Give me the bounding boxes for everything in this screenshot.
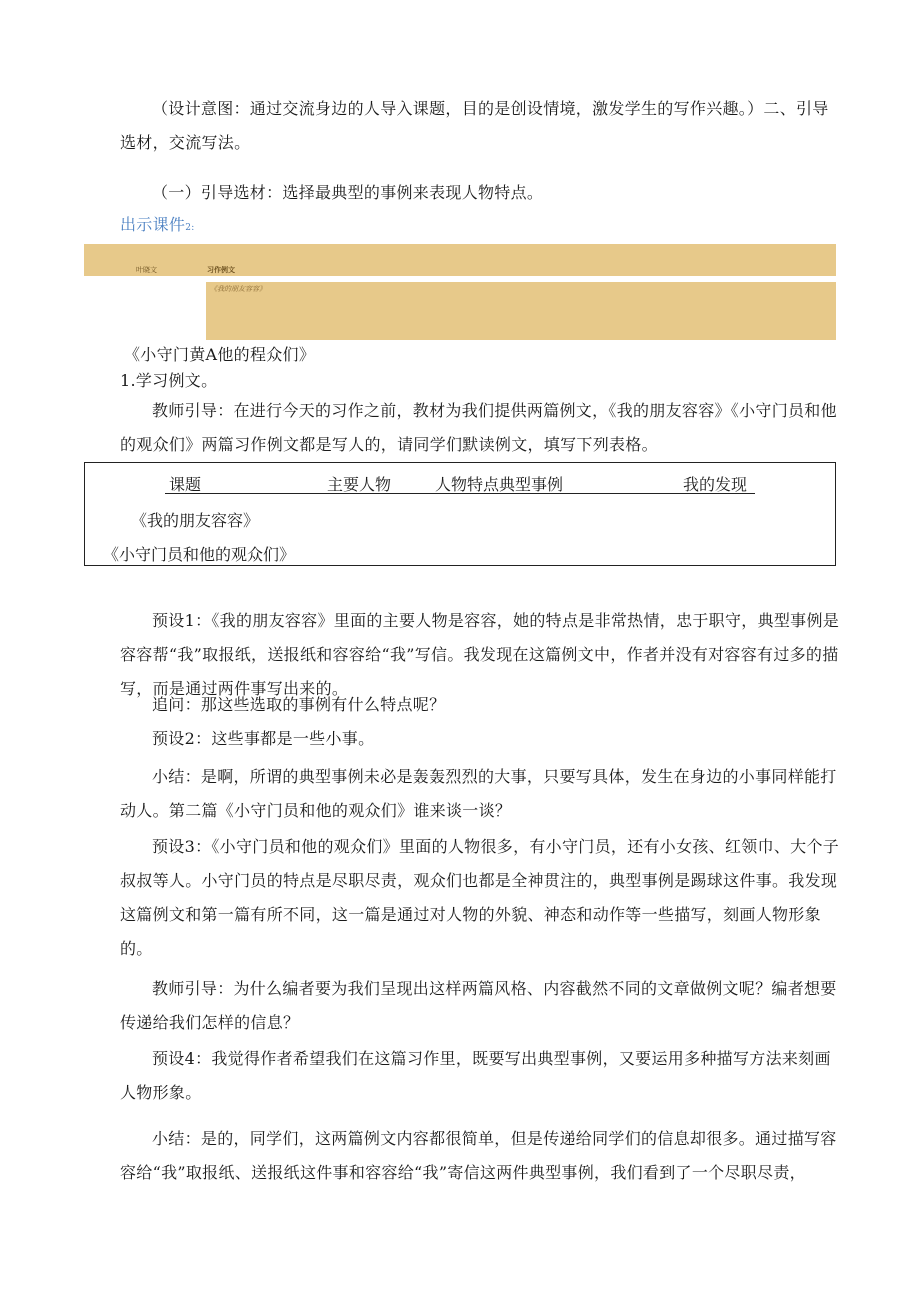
- courseware-slide-header: [84, 244, 836, 276]
- step-learn-examples: 1.学习例文。: [120, 371, 218, 390]
- table-header-underline: [165, 493, 755, 494]
- example-comparison-table: [84, 462, 836, 566]
- section-heading-select-material: （一）引导选材：选择最典型的事例来表现人物特点。: [152, 183, 544, 202]
- summary-2-paragraph: 小结：是的，同学们，这两篇例文内容都很简单，但是传递给同学们的信息却很多。通过描写容容给“我”取报纸、送报纸这件事和容容给“我”寄信这两件典型事例，我们看到了一个尽职尽责，: [120, 1129, 837, 1182]
- teacher-guide-paragraph-1: 教师引导：在进行今天的习作之前，教材为我们提供两篇例文，《我的朋友容容》《小守门员和他的观众们》两篇习作例文都是写人的，请同学们默读例文，填写下列表格。: [120, 401, 837, 454]
- courseware-slide-body: [206, 282, 836, 340]
- table-header-traits-events: 人物特点典型事例: [435, 475, 564, 494]
- table-header-my-discovery: 我的发现: [683, 475, 748, 494]
- courseware-number: 2:: [185, 223, 195, 233]
- preset-4-paragraph: 预设4：我觉得作者希望我们在这篇习作里，既要写出典型事例，又要运用多种描写方法来刻画人物形象。: [120, 1049, 831, 1102]
- slide-subtitle: 《我的朋友容容》: [210, 285, 266, 293]
- table-header-topic: 课题: [169, 475, 202, 494]
- table-row-rongrong: 《我的朋友容容》: [131, 511, 260, 530]
- preset-2-paragraph: 预设2：这些事都是一些小事。: [152, 729, 375, 748]
- slide-caption: 《小守门黄A他的程众们》: [124, 345, 316, 364]
- table-header-main-character: 主要人物: [327, 475, 392, 494]
- courseware-label-text: 出示课件: [120, 215, 186, 234]
- preset-1-paragraph: 预设1：《我的朋友容容》里面的主要人物是容容，她的特点是非常热情，忠于职守，典型事例是容容帮“我”取报纸，送报纸和容容给“我”写信。我发现在这篇例文中，作者并没有对容容有过多的描写，而是通过两件事写出来的。: [120, 611, 840, 698]
- table-row-goalkeeper: 《小守门员和他的观众们》: [103, 545, 296, 564]
- summary-1-paragraph: 小结：是啊，所谓的典型事例未必是轰轰烈烈的大事，只要写具体，发生在身边的小事同样能打动人。第二篇《小守门员和他的观众们》谁来谈一谈？: [120, 767, 837, 820]
- slide-left-tag: 叶晓文: [136, 266, 157, 274]
- followup-question: 追问：那这些选取的事例有什么特点呢？: [152, 695, 446, 714]
- preset-3-paragraph: 预设3：《小守门员和他的观众们》里面的人物很多，有小守门员，还有小女孩、红领巾、大个子叔叔等人。小守门员的特点是尽职尽责，观众们也都是全神贯注的，典型事例是踢球这件事。我发现这篇例文和第一篇有所不同，这一篇是通过对人物的外貌、神态和动作等一些描写，刻画人物形象的。: [120, 837, 840, 958]
- design-intent-paragraph: （设计意图：通过交流身边的人导入课题，目的是创设情境，激发学生的写作兴趣。）二、引导选材，交流写法。: [120, 99, 829, 152]
- courseware-label: [120, 208, 840, 245]
- teacher-guide-paragraph-2: 教师引导：为什么编者要为我们呈现出这样两篇风格、内容截然不同的文章做例文呢？编者想要传递给我们怎样的信息？: [120, 979, 837, 1032]
- slide-title: 习作例文: [207, 266, 235, 274]
